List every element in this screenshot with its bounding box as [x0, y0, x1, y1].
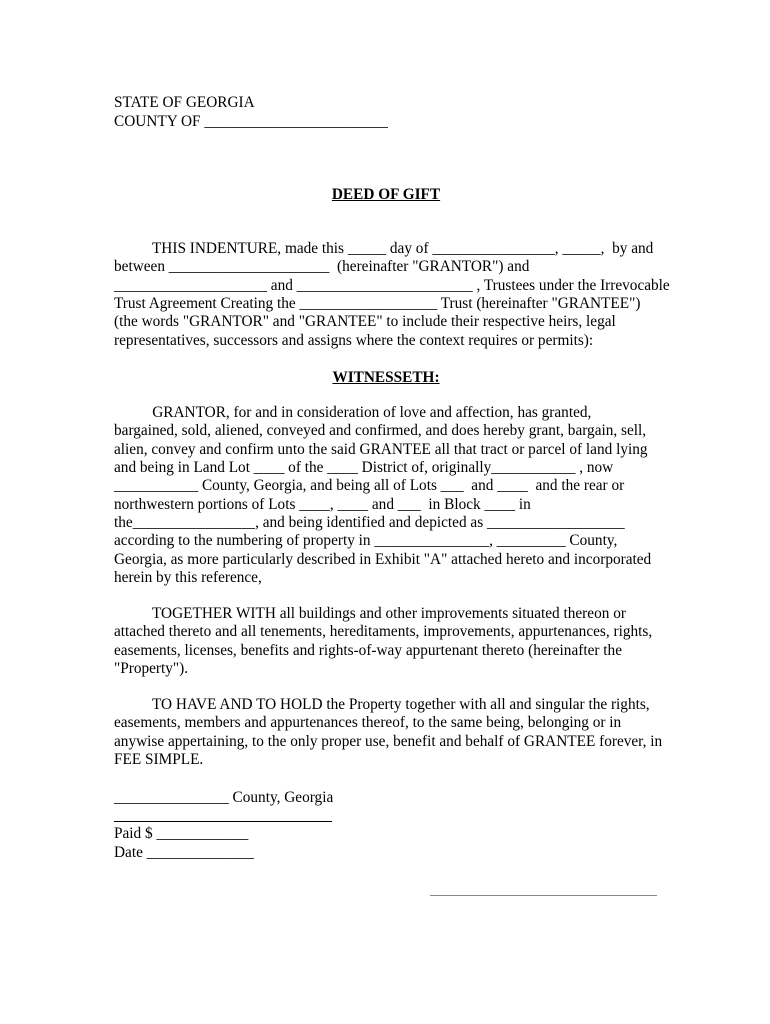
paragraph-line: anywise appertaining, to the only proper use, benefit and behalf of GRANTEE forever, in: [114, 732, 663, 750]
paragraph-line: between _____________________ (hereinafter "GRANTOR") and: [114, 258, 530, 276]
state-line: STATE OF GEORGIA: [114, 94, 255, 111]
paragraph-line: Georgia, as more particularly described in Exhibit "A" attached hereto and incorporated: [114, 550, 652, 568]
paragraph-line: (the words "GRANTOR" and "GRANTEE" to include their respective heirs, legal: [114, 313, 616, 331]
paragraph-line: THIS INDENTURE, made this _____ day of ________________, _____, by and: [114, 240, 654, 257]
paragraph-line: easements, licenses, benefits and rights-of-way appurtenant thereto (hereinafter the: [114, 641, 622, 659]
habendum-paragraph: [114, 696, 663, 769]
recording-county-line: _______________ County, Georgia: [114, 789, 334, 806]
together-with-paragraph: [114, 605, 659, 678]
paid-line: Paid $ ____________: [114, 825, 249, 842]
witnesseth-heading: WITNESSETH:: [332, 369, 440, 386]
recording-signature-rule: [114, 821, 332, 822]
paragraph-line: alien, convey and confirm unto the said GRANTEE all that tract or parcel of land lying: [114, 440, 648, 458]
paragraph-line: attached thereto and all tenements, hereditaments, improvements, appurtenances, rights,: [114, 623, 653, 641]
grant-paragraph: [114, 404, 659, 587]
date-line: Date ______________: [114, 844, 254, 861]
document-title: DEED OF GIFT: [331, 186, 441, 203]
indenture-paragraph: [114, 240, 670, 350]
paragraph-line: TOGETHER WITH all buildings and other improvements situated thereon or: [114, 605, 626, 622]
paragraph-line: ___________ County, Georgia, and being all of Lots ___ and ____ and the rear or: [114, 477, 625, 495]
county-line: COUNTY OF ________________________: [114, 113, 388, 130]
paragraph-line: TO HAVE AND TO HOLD the Property together with all and singular the rights,: [114, 696, 650, 713]
paragraph-line: and being in Land Lot ____ of the ____ District of, originally___________ , now: [114, 459, 614, 477]
paragraph-line: herein by this reference,: [114, 569, 262, 587]
paragraph-line: ____________________ and _______________________ , Trustees under the Irrevocable: [114, 276, 670, 294]
paragraph-line: the________________, and being identified and depicted as __________________: [114, 514, 625, 532]
paragraph-line: representatives, successors and assigns where the context requires or permits):: [114, 331, 594, 349]
paragraph-line: easements, members and appurtenances thereof, to the same being, belonging or in: [114, 714, 622, 732]
paragraph-line: according to the numbering of property in _______________, _________ County,: [114, 532, 618, 550]
paragraph-line: northwestern portions of Lots ____, ____ and ___ in Block ____ in: [114, 495, 531, 513]
paragraph-line: "Property").: [114, 660, 189, 678]
paragraph-line: FEE SIMPLE.: [114, 751, 204, 769]
paragraph-line: GRANTOR, for and in consideration of love and affection, has granted,: [114, 404, 592, 421]
paragraph-line: Trust Agreement Creating the __________________ Trust (hereinafter "GRANTEE"): [114, 295, 641, 313]
paragraph-line: bargained, sold, aliened, conveyed and confirmed, and does hereby grant, bargain, sell,: [114, 422, 647, 440]
signature-rule: [430, 895, 657, 896]
